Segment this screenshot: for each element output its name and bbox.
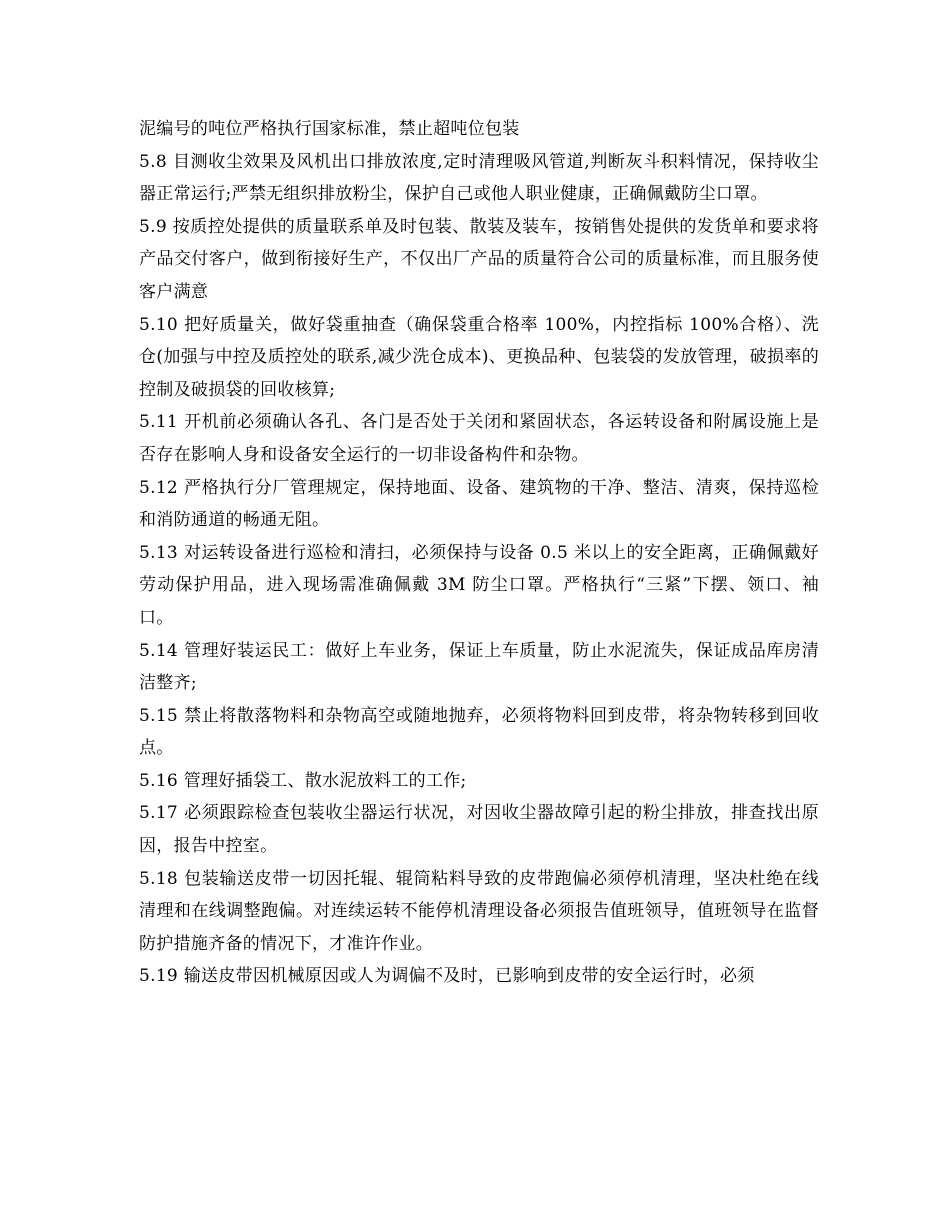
paragraph-5-18: 5.18 包装输送皮带一切因托辊、辊筒粘料导致的皮带跑偏必须停机清理，坚决杜绝在线清理和在线调整跑偏。对连续运转不能停机清理设备必须报告值班领导，值班领导在监督防护措施齐备的情况下，才准许作业。 [139, 868, 819, 954]
paragraph-5-16: 5.16 管理好插袋工、散水泥放料工的工作; [139, 770, 467, 791]
paragraph-5-15: 5.15 禁止将散落物料和杂物高空或随地抛弃，必须将物料回到皮带，将杂物转移到回收点。 [139, 705, 819, 759]
paragraph-5-17: 5.17 必须跟踪检查包装收尘器运行状况，对因收尘器故障引起的粉尘排放，排查找出原因，报告中控室。 [139, 803, 819, 857]
paragraph-5-11: 5.11 开机前必须确认各孔、各门是否处于关闭和紧固状态，各运转设备和附属设施上是否存在影响人身和设备安全运行的一切非设备构件和杂物。 [139, 412, 819, 465]
paragraph-5-13: 5.13 对运转设备进行巡检和清扫，必须保持与设备 0.5 米以上的安全距离，正确佩戴好劳动保护用品，进入现场需准确佩戴 3M 防尘口罩。严格执行“三紧”下摆、领口、袖口。 [139, 542, 819, 628]
paragraph-5-10: 5.10 把好质量关，做好袋重抽查（确保袋重合格率 100%，内控指标 100%合格）、洗仓(加强与中控及质控处的联系,减少洗仓成本)、更换品种、包装袋的发放管理，破损率的控制及破损袋的回收核算; [139, 314, 819, 400]
paragraph-5-8: 5.8 目测收尘效果及风机出口排放浓度,定时清理吸风管道,判断灰斗积料情况，保持收尘器正常运行;严禁无组织排放粉尘，保护自己或他人职业健康，正确佩戴防尘口罩。 [139, 151, 819, 205]
paragraph-5-14: 5.14 管理好装运民工：做好上车业务，保证上车质量，防止水泥流失，保证成品库房清洁整齐; [139, 640, 819, 694]
paragraph-continuation: 泥编号的吨位严格执行国家标准，禁止超吨位包装 [139, 119, 520, 139]
paragraph-5-12: 5.12 严格执行分厂管理规定，保持地面、设备、建筑物的干净、整洁、清爽，保持巡检和消防通道的畅通无阻。 [139, 477, 819, 531]
document-body [139, 113, 819, 993]
paragraph-5-9: 5.9 按质控处提供的质量联系单及时包装、散装及装车，按销售处提供的发货单和要求将产品交付客户，做到衔接好生产，不仅出厂产品的质量符合公司的质量标准，而且服务使客户满意 [139, 216, 819, 302]
paragraph-5-19: 5.19 输送皮带因机械原因或人为调偏不及时，已影响到皮带的安全运行时，必须 [139, 966, 755, 987]
